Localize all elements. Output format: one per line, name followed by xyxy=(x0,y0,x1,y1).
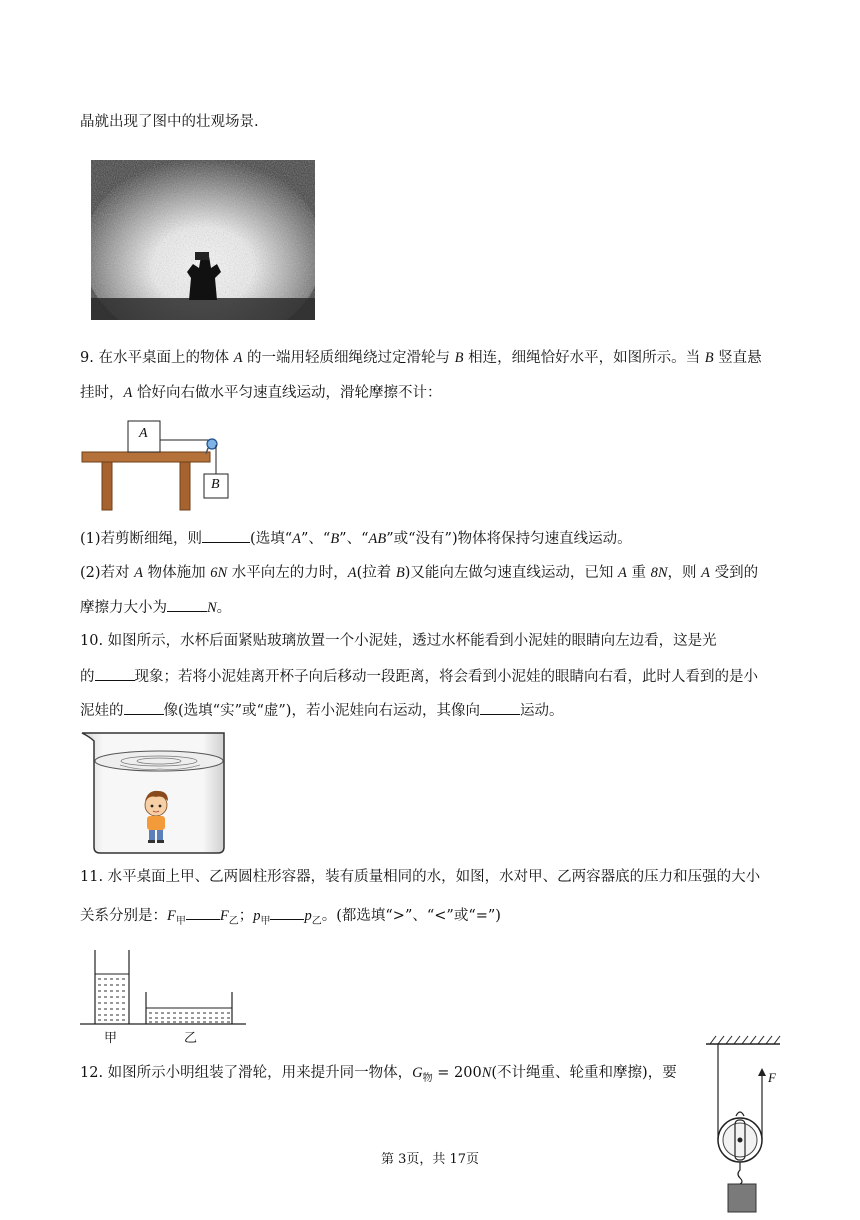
var-p: p xyxy=(304,908,312,924)
answer-blank[interactable] xyxy=(124,700,164,715)
subscript-jia: 甲 xyxy=(175,915,186,927)
q9-text: 9. 在水平桌面上的物体 xyxy=(80,350,234,366)
q9-line1 xyxy=(80,348,762,368)
q9-text: 重 xyxy=(626,565,651,581)
q9-sub1 xyxy=(80,528,632,549)
var-a: A xyxy=(123,385,133,401)
q9-text: 的一端用轻质细绳绕过定滑轮与 xyxy=(242,350,455,366)
var-g: G xyxy=(412,1065,423,1081)
q11-line2 xyxy=(80,905,501,932)
q9-text: ”、“ xyxy=(339,531,369,547)
answer-blank[interactable] xyxy=(167,597,207,612)
crystal-photo-graphic xyxy=(91,160,315,320)
pulley-table-figure xyxy=(80,418,240,514)
subscript-wu: 物 xyxy=(422,1072,433,1084)
answer-blank[interactable] xyxy=(202,528,250,543)
page-footer: 第 3页，共 17页 xyxy=(380,1152,480,1167)
q10-line2 xyxy=(80,666,758,687)
q9-text: 相连，细绳恰好水平，如图所示。当 xyxy=(463,350,705,366)
q10-text: 的 xyxy=(80,669,95,685)
var-b: B xyxy=(395,565,405,581)
beaker-doll-figure xyxy=(80,727,230,857)
q9-text: 。 xyxy=(216,600,232,616)
q9-text: 挂时， xyxy=(80,385,124,401)
answer-blank[interactable] xyxy=(480,700,520,715)
subscript-yi: 乙 xyxy=(311,915,322,927)
q10-text: 泥娃的 xyxy=(80,703,124,719)
beaker-doll-graphic xyxy=(80,727,230,857)
q12-text: (不计绳重、轮重和摩擦)，要 xyxy=(491,1065,677,1081)
q12-text: 12. 如图所示小明组装了滑轮，用来提升同一物体， xyxy=(80,1065,413,1081)
q9-text: 摩擦力大小为 xyxy=(80,600,167,616)
q11-text: ； xyxy=(238,908,254,924)
answer-blank[interactable] xyxy=(186,905,220,920)
answer-blank[interactable] xyxy=(270,905,304,920)
subscript-jia: 甲 xyxy=(260,915,271,927)
q12-line1 xyxy=(80,1063,677,1089)
var-ab: AB xyxy=(368,531,387,547)
q10-text: 运动。 xyxy=(519,703,564,719)
value-6n: 6N xyxy=(210,565,228,581)
q9-text: ，则 xyxy=(667,565,702,581)
q9-text: (拉着 xyxy=(356,565,396,581)
var-a: A xyxy=(701,565,710,581)
q9-text: )又能向左做匀速直线运动，已知 xyxy=(404,565,619,581)
var-b: B xyxy=(330,531,340,547)
block-b-label: B xyxy=(211,477,220,492)
q9-text: 物体施加 xyxy=(143,565,211,581)
q9-line2 xyxy=(80,383,441,403)
force-f-label: F xyxy=(768,1070,776,1085)
q9-text: ”、“ xyxy=(300,531,331,547)
pulley-table-graphic xyxy=(80,418,240,514)
q11-text: 关系分别是： xyxy=(80,908,167,924)
var-a: A xyxy=(233,350,243,366)
movable-pulley-figure xyxy=(702,1034,784,1216)
q10-text: 现象；若将小泥娃离开杯子向后移动一段距离，将会看到小泥娃的眼睛向右看，此时人看到的是小 xyxy=(134,669,758,685)
q9-text: 受到的 xyxy=(710,565,759,581)
containers-figure xyxy=(80,948,250,1048)
block-a-label: A xyxy=(139,426,148,441)
var-b: B xyxy=(704,350,714,366)
q11-text: 。(都选填“>”、“<”或“=”) xyxy=(321,908,501,924)
unit-n: N xyxy=(481,1065,492,1081)
q12-equation: = 200 xyxy=(432,1065,482,1081)
answer-blank[interactable] xyxy=(95,666,135,681)
q9-text: (选填“ xyxy=(250,531,293,547)
var-f: F xyxy=(219,908,229,924)
q10-line1: 10. 如图所示，水杯后面紧贴玻璃放置一个小泥娃，透过水杯能看到小泥娃的眼睛向左边看，这是光 xyxy=(80,633,717,649)
q9-text: ”或“没有”)物体将保持匀速直线运动。 xyxy=(386,531,632,547)
var-b: B xyxy=(454,350,464,366)
var-a: A xyxy=(347,565,357,581)
var-a: A xyxy=(618,565,627,581)
q9-text: 竖直悬 xyxy=(713,350,762,366)
crystal-photo xyxy=(91,160,315,320)
q11-line1: 11. 水平桌面上甲、乙两圆柱形容器，装有质量相同的水，如图，水对甲、乙两容器底的压力和压强的大小 xyxy=(80,869,761,885)
var-a: A xyxy=(292,531,301,547)
q10-line3 xyxy=(80,700,563,721)
label-yi: 乙 xyxy=(184,1031,198,1046)
q8-tail-text: 晶就出现了图中的壮观场景. xyxy=(80,114,259,130)
q10-text: 像(选填“实”或“虚”)，若小泥娃向右运动，其像向 xyxy=(163,703,480,719)
value-8n: 8N xyxy=(650,565,668,581)
var-a: A xyxy=(134,565,144,581)
q9-text: (2)若对 xyxy=(80,565,135,581)
var-f: F xyxy=(167,908,176,924)
q9-text: 恰好向右做水平匀速直线运动，滑轮摩擦不计： xyxy=(132,385,442,401)
movable-pulley-graphic xyxy=(702,1034,784,1216)
var-p: p xyxy=(253,908,261,924)
unit-n: N xyxy=(207,600,217,616)
subscript-yi: 乙 xyxy=(228,915,239,927)
q9-text: (1)若剪断细绳，则 xyxy=(80,531,203,547)
q9-sub2-line2 xyxy=(80,597,231,618)
label-jia: 甲 xyxy=(104,1031,118,1046)
q9-text: 水平向左的力时， xyxy=(227,565,348,581)
q9-sub2 xyxy=(80,563,758,583)
